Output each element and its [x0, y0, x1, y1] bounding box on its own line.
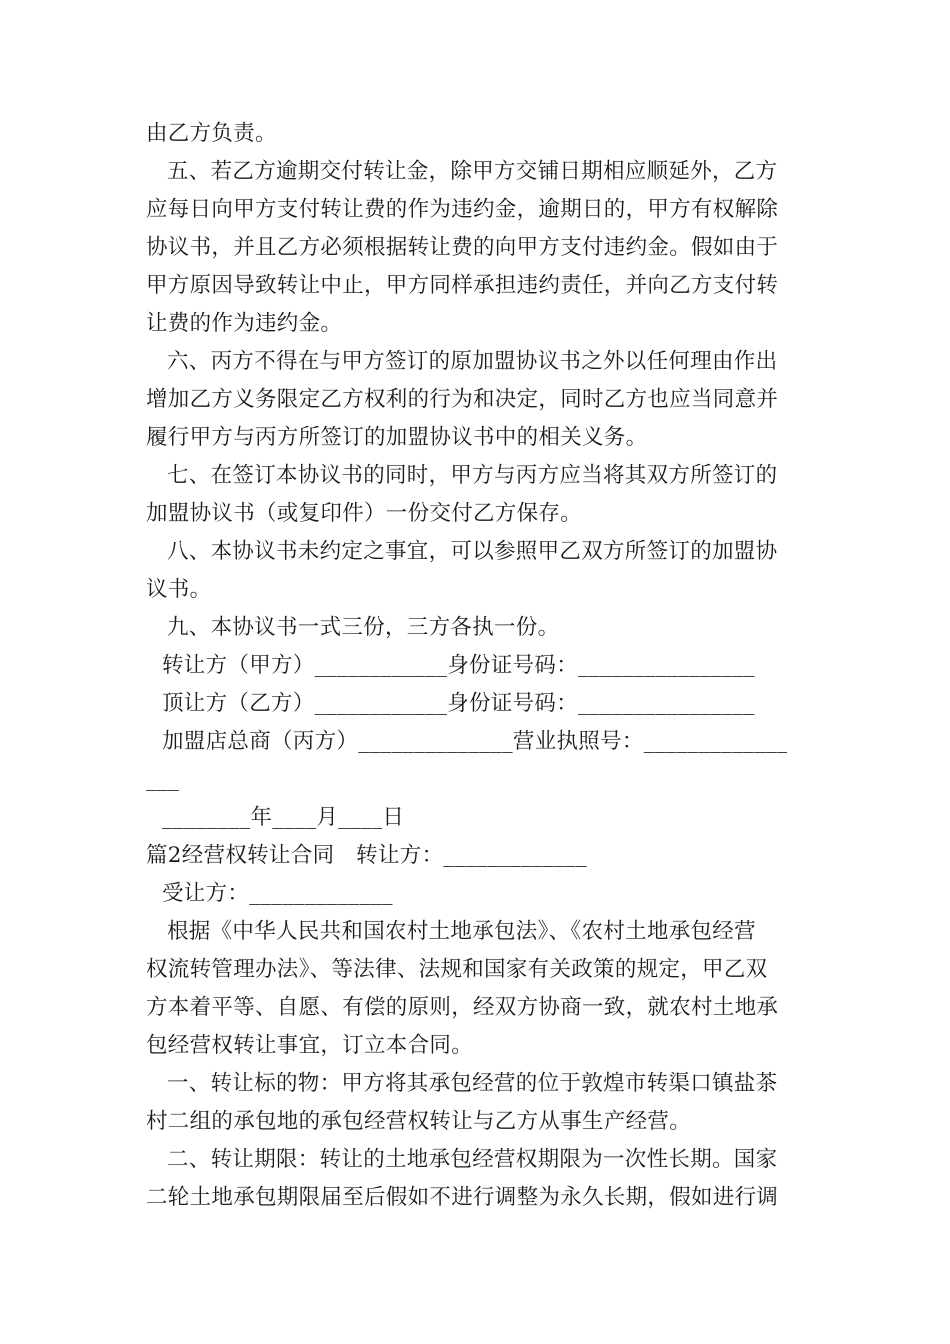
- text-line: 甲方原因导致转让中止，甲方同样承担违约责任，并向乙方支付转: [146, 273, 779, 298]
- text-line: 包经营权转让事宜，订立本合同。: [146, 1033, 474, 1058]
- text-line: 加盟协议书（或复印件）一份交付乙方保存。: [146, 501, 583, 526]
- signature-line-party-a: 转让方（甲方）____________身份证号码：________________: [162, 653, 755, 678]
- signature-line-party-b: 顶让方（乙方）____________身份证号码：________________: [162, 691, 755, 716]
- text-line: 方本着平等、自愿、有偿的原则，经双方协商一致，就农村土地承: [146, 995, 779, 1020]
- text-line: 八、本协议书未约定之事宜，可以参照甲乙双方所签订的加盟协: [167, 539, 778, 564]
- text-line: 议书。: [146, 577, 212, 602]
- text-line: 二轮土地承包期限届至后假如不进行调整为永久长期，假如进行调: [146, 1185, 779, 1210]
- text-line: 一、转让标的物：甲方将其承包经营的位于敦煌市转渠口镇盐茶: [167, 1071, 778, 1096]
- signature-line-party-c: 加盟店总商（丙方）______________营业执照号：_____________: [162, 729, 788, 754]
- transferee-line: 受让方：_____________: [162, 881, 393, 906]
- text-line: 根据《中华人民共和国农村土地承包法》、《农村土地承包经营: [167, 919, 756, 944]
- text-line: 协议书，并且乙方必须根据转让费的向甲方支付违约金。假如由于: [146, 235, 779, 260]
- text-line: ___: [146, 767, 180, 792]
- text-line: 增加乙方义务限定乙方权利的行为和决定，同时乙方也应当同意并: [146, 387, 779, 412]
- text-line: 权流转管理办法》、等法律、法规和国家有关政策的规定，甲乙双: [146, 957, 768, 982]
- text-line: 六、丙方不得在与甲方签订的原加盟协议书之外以任何理由作出: [167, 349, 778, 374]
- section-heading: 篇2经营权转让合同 转让方：_____________: [146, 843, 588, 868]
- text-line: 五、若乙方逾期交付转让金，除甲方交铺日期相应顺延外，乙方: [167, 159, 778, 184]
- text-line: 九、本协议书一式三份，三方各执一份。: [167, 615, 560, 640]
- text-line: 七、在签订本协议书的同时，甲方与丙方应当将其双方所签订的: [167, 463, 778, 488]
- text-line: 由乙方负责。: [146, 121, 277, 146]
- text-line: 村二组的承包地的承包经营权转让与乙方从事生产经营。: [146, 1109, 692, 1134]
- text-line: 让费的作为违约金。: [146, 311, 343, 336]
- text-line: 应每日向甲方支付转让费的作为违约金，逾期日的，甲方有权解除: [146, 197, 779, 222]
- date-line: ________年____月____日: [162, 805, 405, 830]
- text-line: 履行甲方与丙方所签订的加盟协议书中的相关义务。: [146, 425, 648, 450]
- text-line: 二、转让期限：转让的土地承包经营权期限为一次性长期。国家: [167, 1147, 778, 1172]
